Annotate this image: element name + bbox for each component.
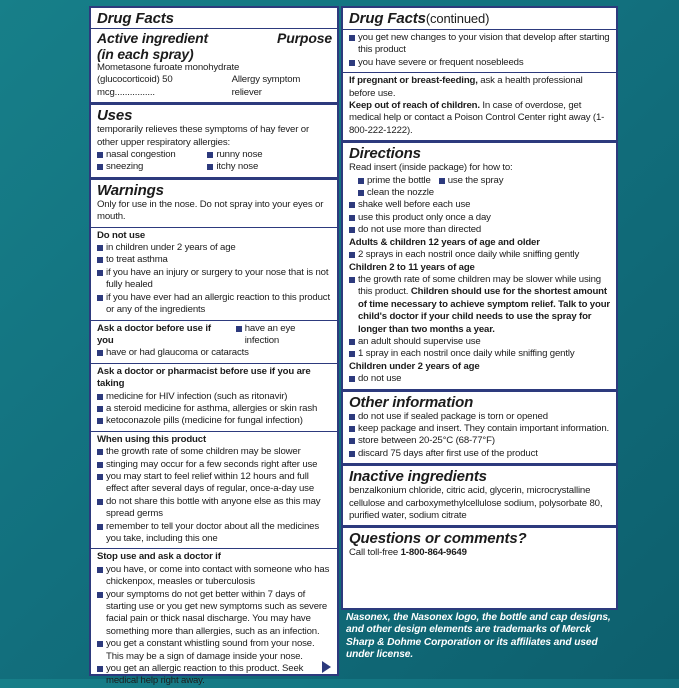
warning-item: in children under 2 years of age bbox=[97, 242, 332, 254]
inactive-ingredients-title: Inactive ingredients bbox=[349, 468, 487, 486]
continue-arrow-icon bbox=[322, 661, 331, 673]
direction-item: prime the bottle bbox=[358, 175, 431, 187]
continued-suffix: (continued) bbox=[425, 11, 490, 26]
when-using-heading: When using this product bbox=[97, 433, 207, 445]
keep-out-text: In case of overdose, get medical help or contact a Poison Control Center right away (1-800-222-1222). bbox=[349, 100, 605, 136]
children-growth-text: the growth rate of some children may be slower while using this product. bbox=[358, 273, 601, 298]
adults-heading: Adults & children 12 years of age and older bbox=[349, 236, 540, 248]
direction-item: 1 spray in each nostril once daily while sniffing gently bbox=[349, 348, 611, 360]
warning-item: you have severe or frequent nosebleeds bbox=[349, 57, 611, 69]
ask-pharmacist-heading: Ask a doctor or pharmacist before use if you are taking bbox=[97, 365, 311, 390]
keep-out-heading: Keep out of reach of children. bbox=[349, 100, 480, 112]
active-ingredient-subheading: (in each spray) bbox=[97, 46, 194, 62]
do-not-use-heading: Do not use bbox=[97, 229, 146, 241]
pregnant-text: ask a health professional before use. bbox=[349, 75, 583, 99]
direction-item: do not use more than directed bbox=[349, 224, 611, 236]
warning-item: your symptoms do not get better within 7 days of starting use or you get new symptoms such as severe facial pain or thick nasal discharge. You may have something more than allergies, such as an infection. bbox=[97, 589, 332, 639]
ingredient-name: Mometasone furoate monohydrate bbox=[97, 62, 240, 73]
warning-item: a steroid medicine for asthma, allergies or skin rash bbox=[97, 403, 332, 415]
trademark-notice: Nasonex, the Nasonex logo, the bottle and cap designs, and other design elements are trademarks of Merck Sharp & Dohme Corporation or its affiliates and used under license. bbox=[346, 612, 611, 661]
warning-item: you have, or come into contact with someone who has chickenpox, measles or tuberculosis bbox=[97, 564, 332, 589]
ingredient-purpose: Allergy symptom reliever bbox=[231, 74, 301, 98]
directions-section bbox=[343, 143, 616, 391]
direction-item: shake well before each use bbox=[349, 199, 611, 211]
direction-item: use the spray bbox=[439, 175, 504, 187]
direction-item: use this product only once a day bbox=[349, 212, 611, 224]
warning-item: remember to tell your doctor about all the medicines you take, including this one bbox=[97, 521, 332, 546]
direction-item: an adult should supervise use bbox=[349, 336, 611, 348]
warning-item: you get an allergic reaction to this product. Seek medical help right away. bbox=[97, 663, 332, 688]
inactive-ingredients-section bbox=[343, 466, 616, 528]
phone-number[interactable]: 1-800-864-9649 bbox=[400, 547, 467, 559]
uses-title: Uses bbox=[97, 107, 133, 125]
symptom-item: nasal congestion bbox=[97, 149, 207, 161]
active-ingredient-heading: Active ingredient bbox=[97, 30, 209, 46]
warning-item: if you have an injury or surgery to your nose that is not fully healed bbox=[97, 267, 332, 292]
info-item: discard 75 days after first use of the product bbox=[349, 448, 611, 460]
ingredient-dose: (glucocorticoid) 50 mcg................ bbox=[97, 74, 173, 98]
stop-use-heading: Stop use and ask a doctor if bbox=[97, 551, 221, 563]
warning-item: do not share this bottle with anyone else as this may spread germs bbox=[97, 496, 332, 521]
warnings-intro: Only for use in the nose. Do not spray into your eyes or mouth. bbox=[97, 198, 324, 223]
warning-item: ketoconazole pills (medicine for fungal infection) bbox=[97, 415, 332, 427]
right-panel bbox=[341, 6, 618, 610]
warning-item: you get a constant whistling sound from your nose. This may be a sign of damage inside your nose. bbox=[97, 638, 332, 663]
info-item: keep package and insert. They contain important information. bbox=[349, 423, 611, 435]
drug-facts-continued-section bbox=[343, 8, 616, 143]
warning-item: to treat asthma bbox=[97, 254, 332, 266]
drug-facts-section bbox=[91, 8, 337, 105]
inactive-ingredients-text: benzalkonium chloride, citric acid, glycerin, microcrystalline cellulose and carboxymethylcellulose sodium, polysorbate 80, purified water, sodium citrate bbox=[349, 485, 603, 521]
uses-section bbox=[91, 105, 337, 180]
continued-title: Drug Facts bbox=[349, 10, 426, 27]
drug-facts-title: Drug Facts bbox=[97, 10, 174, 27]
symptom-item: itchy nose bbox=[207, 161, 325, 173]
other-information-section bbox=[343, 392, 616, 467]
warning-item: the growth rate of some children may be slower bbox=[97, 446, 332, 458]
warning-item: you may start to feel relief within 12 hours and full effect after several days of regular, once-a-day use bbox=[97, 471, 332, 496]
left-panel bbox=[89, 6, 339, 687]
direction-item: clean the nozzle bbox=[358, 187, 434, 198]
questions-section bbox=[343, 528, 616, 562]
direction-item: do not use bbox=[349, 373, 611, 385]
warning-item: if you have ever had an allergic reaction to this product or any of the ingredients bbox=[97, 292, 332, 317]
warning-item: you get new changes to your vision that develop after starting this product bbox=[349, 32, 611, 57]
info-item: do not use if sealed package is torn or opened bbox=[349, 411, 611, 423]
info-item: store between 20-25°C (68-77°F) bbox=[349, 435, 611, 447]
call-prefix: Call toll-free bbox=[349, 547, 399, 559]
warning-item: stinging may occur for a few seconds right after use bbox=[97, 459, 332, 471]
questions-title: Questions or comments? bbox=[349, 530, 527, 548]
directions-title: Directions bbox=[349, 145, 421, 163]
directions-intro: Read insert (inside package) for how to: bbox=[349, 162, 513, 174]
purpose-heading: Purpose bbox=[277, 30, 332, 46]
under2-heading: Children under 2 years of age bbox=[349, 360, 480, 372]
warning-item: medicine for HIV infection (such as ritonavir) bbox=[97, 391, 332, 403]
pregnant-heading: If pregnant or breast-feeding, bbox=[349, 75, 478, 87]
warning-item: have or had glaucoma or cataracts bbox=[97, 347, 332, 359]
direction-item bbox=[349, 274, 611, 336]
symptom-item: sneezing bbox=[97, 161, 207, 173]
warnings-section bbox=[91, 180, 337, 687]
warnings-title: Warnings bbox=[97, 181, 164, 199]
other-information-title: Other information bbox=[349, 393, 474, 411]
direction-item: 2 sprays in each nostril once daily while sniffing gently bbox=[349, 249, 611, 261]
warning-item: have an eye infection bbox=[236, 323, 332, 348]
uses-text: temporarily relieves these symptoms of hay fever or other upper respiratory allergies: bbox=[97, 124, 310, 148]
children-heading: Children 2 to 11 years of age bbox=[349, 261, 475, 273]
children-growth-bold: Children should use for the shortest amount of time necessary to achieve symptom relief. Talk to your child's doctor if your child needs to use the spray for longer than two months a year. bbox=[358, 286, 610, 335]
ask-doctor-heading: Ask a doctor before use if you bbox=[97, 322, 211, 346]
symptom-item: runny nose bbox=[207, 149, 325, 161]
